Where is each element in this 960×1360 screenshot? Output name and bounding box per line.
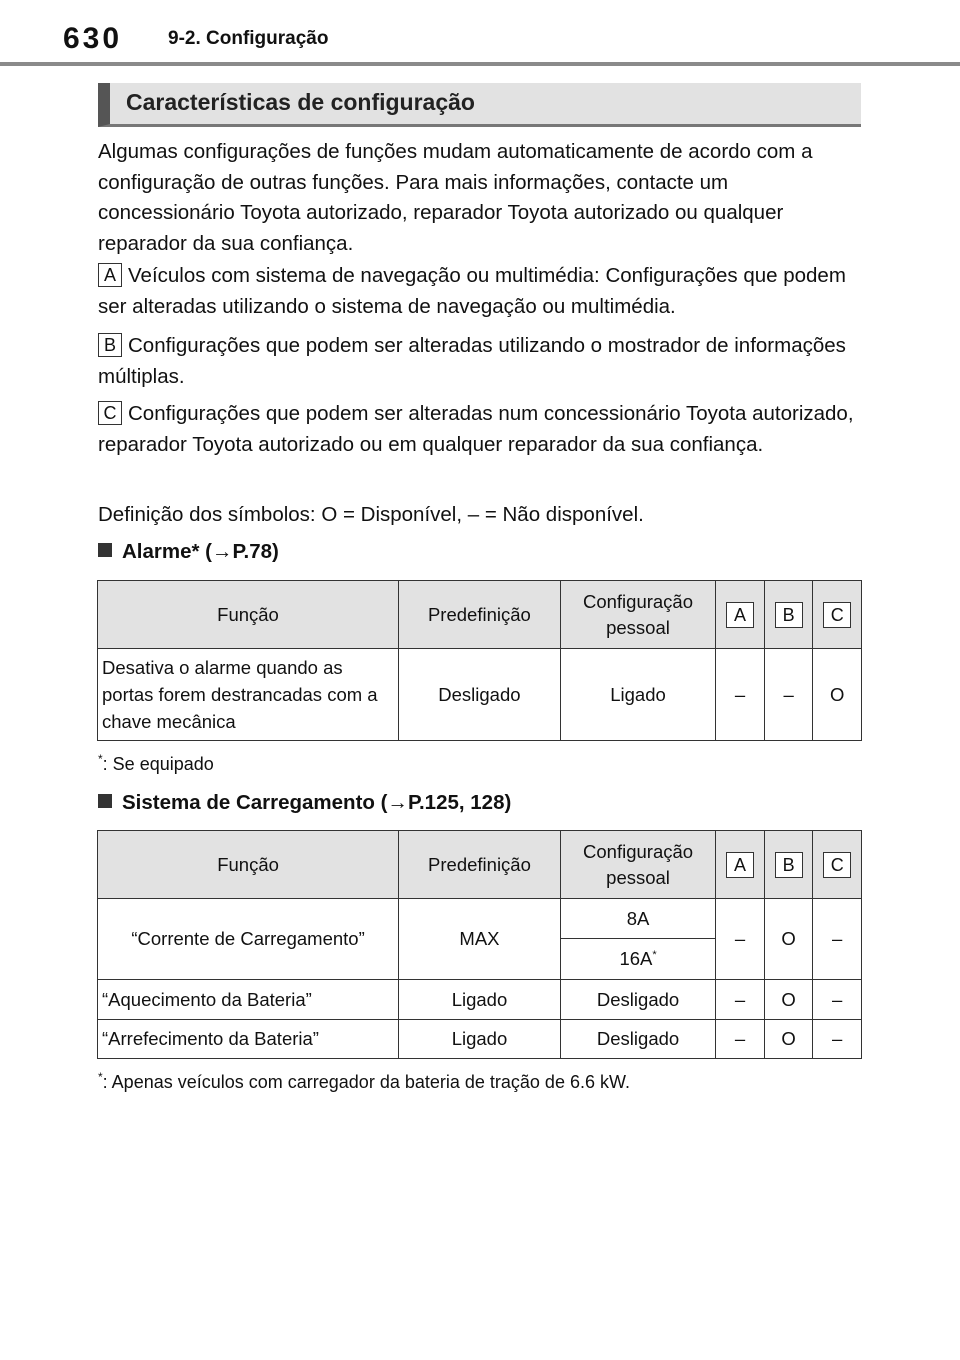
badge-c: C — [98, 401, 122, 425]
alarm-heading — [98, 540, 279, 564]
cell-predefinicao: Desligado — [399, 649, 561, 741]
header-rule — [0, 62, 960, 66]
table-row — [98, 980, 862, 1020]
intro-paragraph: Algumas configurações de funções mudam automaticamente de acordo com a configuração de outras funções. Para mais informações, contacte um concessionário Toyota autorizado, reparador Toyota autorizado ou qualquer reparador da sua confiança. — [98, 140, 813, 255]
cell-funcao: “Aquecimento da Bateria” — [98, 980, 399, 1020]
legend-b-text: Configurações que podem ser alteradas utilizando o mostrador de informações múltiplas. — [98, 334, 846, 388]
cell-configuracao: Ligado — [560, 649, 715, 741]
page-number: 630 — [63, 22, 123, 55]
cell-c: – — [813, 899, 862, 980]
footnote-mark: * — [652, 948, 657, 961]
col-predefinicao: Predefinição — [399, 581, 561, 649]
col-b — [764, 581, 813, 649]
square-bullet-icon — [98, 543, 112, 557]
cell-b: – — [764, 649, 813, 741]
footnote-mark: * — [98, 1070, 103, 1084]
col-configuracao-label: Configuração pessoal — [583, 840, 694, 888]
col-b-badge: B — [775, 602, 803, 628]
cell-configuracao-2 — [560, 939, 715, 980]
col-a-badge: A — [726, 852, 754, 878]
alarm-table — [97, 580, 862, 741]
cell-funcao: “Arrefecimento da Bateria” — [98, 1020, 399, 1059]
col-configuracao — [560, 831, 715, 899]
cell-b: O — [764, 1020, 813, 1059]
col-a — [716, 581, 765, 649]
footnote-text: : Se equipado — [102, 754, 214, 774]
table-header-row — [98, 581, 862, 649]
cell-a: – — [716, 980, 765, 1020]
footnote-mark: * — [98, 752, 103, 766]
symbols-definition: Definição dos símbolos: O = Disponível, – = Não disponível. — [98, 503, 644, 526]
col-funcao: Função — [98, 581, 399, 649]
charging-footnote — [98, 1070, 630, 1093]
table-row — [98, 1020, 862, 1059]
col-predefinicao: Predefinição — [399, 831, 561, 899]
cell-funcao: “Corrente de Carregamento” — [98, 899, 399, 980]
footnote-text: : Apenas veículos com carregador da bateria de tração de 6.6 kW. — [102, 1072, 630, 1092]
table-row — [98, 649, 862, 741]
badge-a: A — [98, 263, 122, 287]
table-row — [98, 899, 862, 939]
cell-c: – — [813, 1020, 862, 1059]
col-c — [813, 831, 862, 899]
cell-funcao: Desativa o alarme quando as portas forem destrancadas com a chave mecânica — [98, 649, 399, 741]
legend-c — [98, 399, 863, 460]
legend-c-text: Configurações que podem ser alteradas num concessionário Toyota autorizado, reparador Toyota autorizado ou em qualquer reparador da sua confiança. — [98, 402, 854, 456]
table-header-row — [98, 831, 862, 899]
cell-b: O — [764, 980, 813, 1020]
col-c-badge: C — [823, 602, 851, 628]
cell-configuracao: 8A — [560, 899, 715, 939]
col-configuracao — [560, 581, 715, 649]
cell-configuracao: Desligado — [560, 980, 715, 1020]
square-bullet-icon — [98, 794, 112, 808]
alarm-footnote — [98, 752, 214, 775]
page-header — [0, 0, 960, 66]
charging-heading — [98, 791, 511, 815]
cell-configuracao: Desligado — [560, 1020, 715, 1059]
cell-predefinicao: Ligado — [399, 980, 561, 1020]
charging-heading-text: Sistema de Carregamento (→P.125, 128) — [122, 791, 512, 814]
col-configuracao-label: Configuração pessoal — [582, 590, 694, 638]
legend-a — [98, 261, 863, 322]
cell-a: – — [716, 899, 765, 980]
legend-a-text: Veículos com sistema de navegação ou multimédia: Configurações que podem ser alteradas utilizando o sistema de navegação ou multimédia. — [98, 264, 846, 318]
alarm-heading-text: Alarme* (→P.78) — [122, 540, 279, 563]
cell-c: – — [813, 980, 862, 1020]
cell-b: O — [764, 899, 813, 980]
col-c-badge: C — [823, 852, 851, 878]
cell-predefinicao: MAX — [399, 899, 561, 980]
cell-c: O — [813, 649, 862, 741]
legend-b — [98, 331, 863, 392]
section-heading-box — [98, 83, 861, 127]
col-funcao: Função — [98, 831, 399, 899]
cell-a: – — [716, 649, 765, 741]
col-a — [716, 831, 765, 899]
charging-table — [97, 830, 862, 1059]
chapter-title: 9-2. Configuração — [168, 28, 329, 49]
cell-a: – — [716, 1020, 765, 1059]
col-c — [813, 581, 862, 649]
cell-configuracao-2-text: 16A — [619, 948, 653, 969]
col-a-badge: A — [726, 602, 754, 628]
section-title: Características de configuração — [126, 89, 475, 115]
cell-predefinicao: Ligado — [399, 1020, 561, 1059]
badge-b: B — [98, 333, 122, 357]
col-b-badge: B — [775, 852, 803, 878]
col-b — [764, 831, 813, 899]
